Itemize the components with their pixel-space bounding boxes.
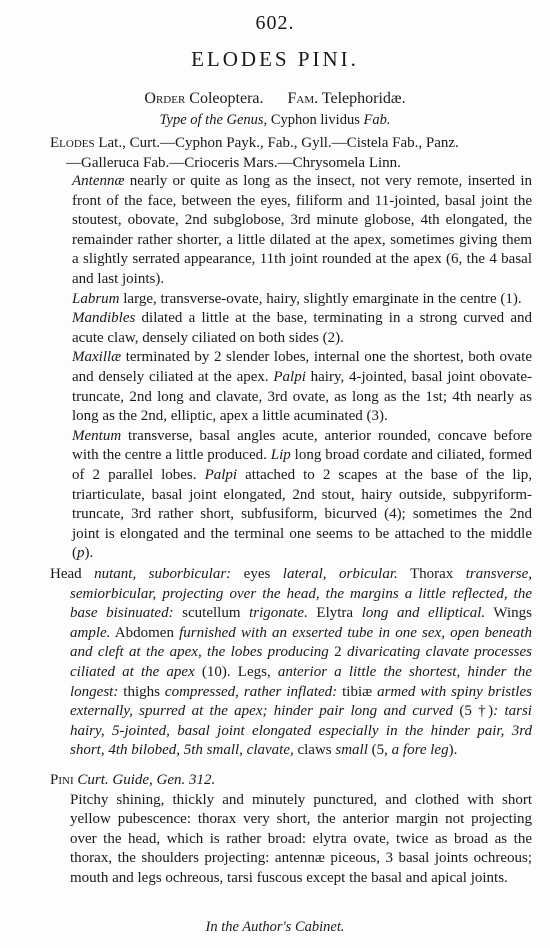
synonymy-line-2: —Galleruca Fab.—Crioceris Mars.—Chrysomela Linn. [66, 154, 401, 171]
type-of-genus-line [0, 111, 550, 131]
family-label: Fam. [287, 90, 319, 107]
classification-line [0, 89, 550, 109]
cabinet-note: In the Author's Cabinet. [205, 919, 345, 935]
type-species: Cyphon lividus [270, 112, 360, 128]
antennae-text: nearly or quite as long as the insect, not very remote, inserted in front of the face, between the eyes, filiform and 11-jointed, basal joint the stoutest, obovate, 2nd subglobose, 3rd minute globose, 4th elongated, the remainder rather shorter, a little dilated at the apex, sometimes giving them a slightly serrated appearance, 11th joint rounded at the apex (6, the 4 basal and last joints). [72, 173, 532, 287]
order-name: Coleoptera. [189, 90, 264, 107]
maxillae-paragraph [72, 348, 532, 426]
labial-palpi-term: Palpi [204, 466, 238, 483]
mentum-text: transverse, basal angles acute, anterior rounded, concave before with the centre a little produced. [72, 427, 532, 464]
mandibles-paragraph [72, 309, 532, 348]
species-name: Pini [50, 772, 74, 788]
page-number: 602. [255, 12, 295, 34]
genus-name: Elodes [50, 135, 95, 151]
type-label: Type of the Genus, [159, 112, 268, 128]
synonymy-line-1 [50, 134, 530, 154]
antennae-term: Antennæ [72, 173, 125, 189]
species-section [50, 771, 532, 889]
mentum-end: ). [84, 545, 94, 562]
synonymy [50, 134, 530, 173]
mentum-term: Mentum [72, 427, 122, 444]
species-reference: Curt. Guide, Gen. 312. [73, 772, 216, 788]
mandibles-text: dilated a little at the base, terminating in a strong curved and acute claw, densely ciliated on both sides (2). [72, 310, 532, 346]
mandibles-term: Mandibles [72, 310, 136, 327]
maxillary-palpi-text: hairy, 4-jointed, basal joint obovate-truncate, 2nd long and clavate, 3rd ovate, as long as the 1st; 4th nearly as long as the 2nd, elliptic, apex a little acuminated (3). [72, 368, 532, 425]
type-author: Fab. [363, 112, 391, 128]
figure-ref-p: p [77, 545, 85, 562]
labrum-text: large, transverse-ovate, hairy, slightly emarginate in the centre (1). [119, 290, 522, 307]
synonymy-rest: Lat., Curt.—Cyphon Payk., Fab., Gyll.—Cistela Fab., Panz. [98, 135, 459, 151]
labrum-term: Labrum [72, 290, 120, 307]
body-characters-paragraph: Head nutant, suborbicular: eyes lateral, orbicular. Thorax transverse, semiorbicular, projecting over the head, the margins a little reflected, the base bisinuated: scutellum trigonate. Elytra long and elliptical. Wings ample. Abdomen furnished with an exserted tube in one sex, open beneath and cleft at the apex, the lobes producing 2 divaricating clavate processes ciliated at the apex (10). Legs, anterior a little the shortest, hinder the longest: thighs compressed, rather inflated: tibiæ armed with spiny bristles externally, spurred at the apex; hinder pair long and curved (5 †): tarsi hairy, 5-jointed, basal joint elongated especially in the hinder pair, 3rd short, 4th bilobed, 5th small, clavate, claws small (5, a fore leg). [50, 566, 532, 759]
labial-palpi-text: attached to 2 scapes at the base of the lip, triarticulate, basal joint elongated, 2nd stout, hairy outside, subpyriform-truncate, 3rd rather short, subfusiform, bicurved (4); sometimes the 2nd joint is elongated and the terminal one seems to be attached to the middle ( [72, 466, 532, 562]
labrum-paragraph [72, 290, 532, 310]
maxillae-text: terminated by 2 slender lobes, internal one the shortest, both ovate and densely ciliated at the apex. [72, 349, 532, 385]
family-name: Telephoridæ. [321, 90, 406, 107]
species-header [50, 771, 532, 791]
species-description: Pitchy shining, thickly and minutely punctured, and clothed with short yellow pubescence: thorax very short, the anterior margin not projecting over the head, which is rather broad: elytra ovate, twice as broad as the thorax, the shoulders projecting: antennæ piceous, 3 basal joints ochreous; mouth and legs ochreous, tarsi fuscous except the basal and apical joints. [70, 791, 532, 886]
maxillary-palpi-term: Palpi [273, 368, 306, 385]
page-title: ELODES PINI. [191, 47, 359, 71]
lip-term: Lip [270, 447, 291, 464]
lip-text: long broad cordate and ciliated, formed of 2 parallel lobes. [72, 447, 532, 483]
body-characters [50, 565, 532, 761]
mentum-paragraph [72, 427, 532, 564]
order-label: Order [144, 90, 186, 107]
antennae-paragraph [72, 172, 532, 290]
generic-characters [72, 172, 532, 564]
maxillae-term: Maxillæ [72, 349, 122, 366]
